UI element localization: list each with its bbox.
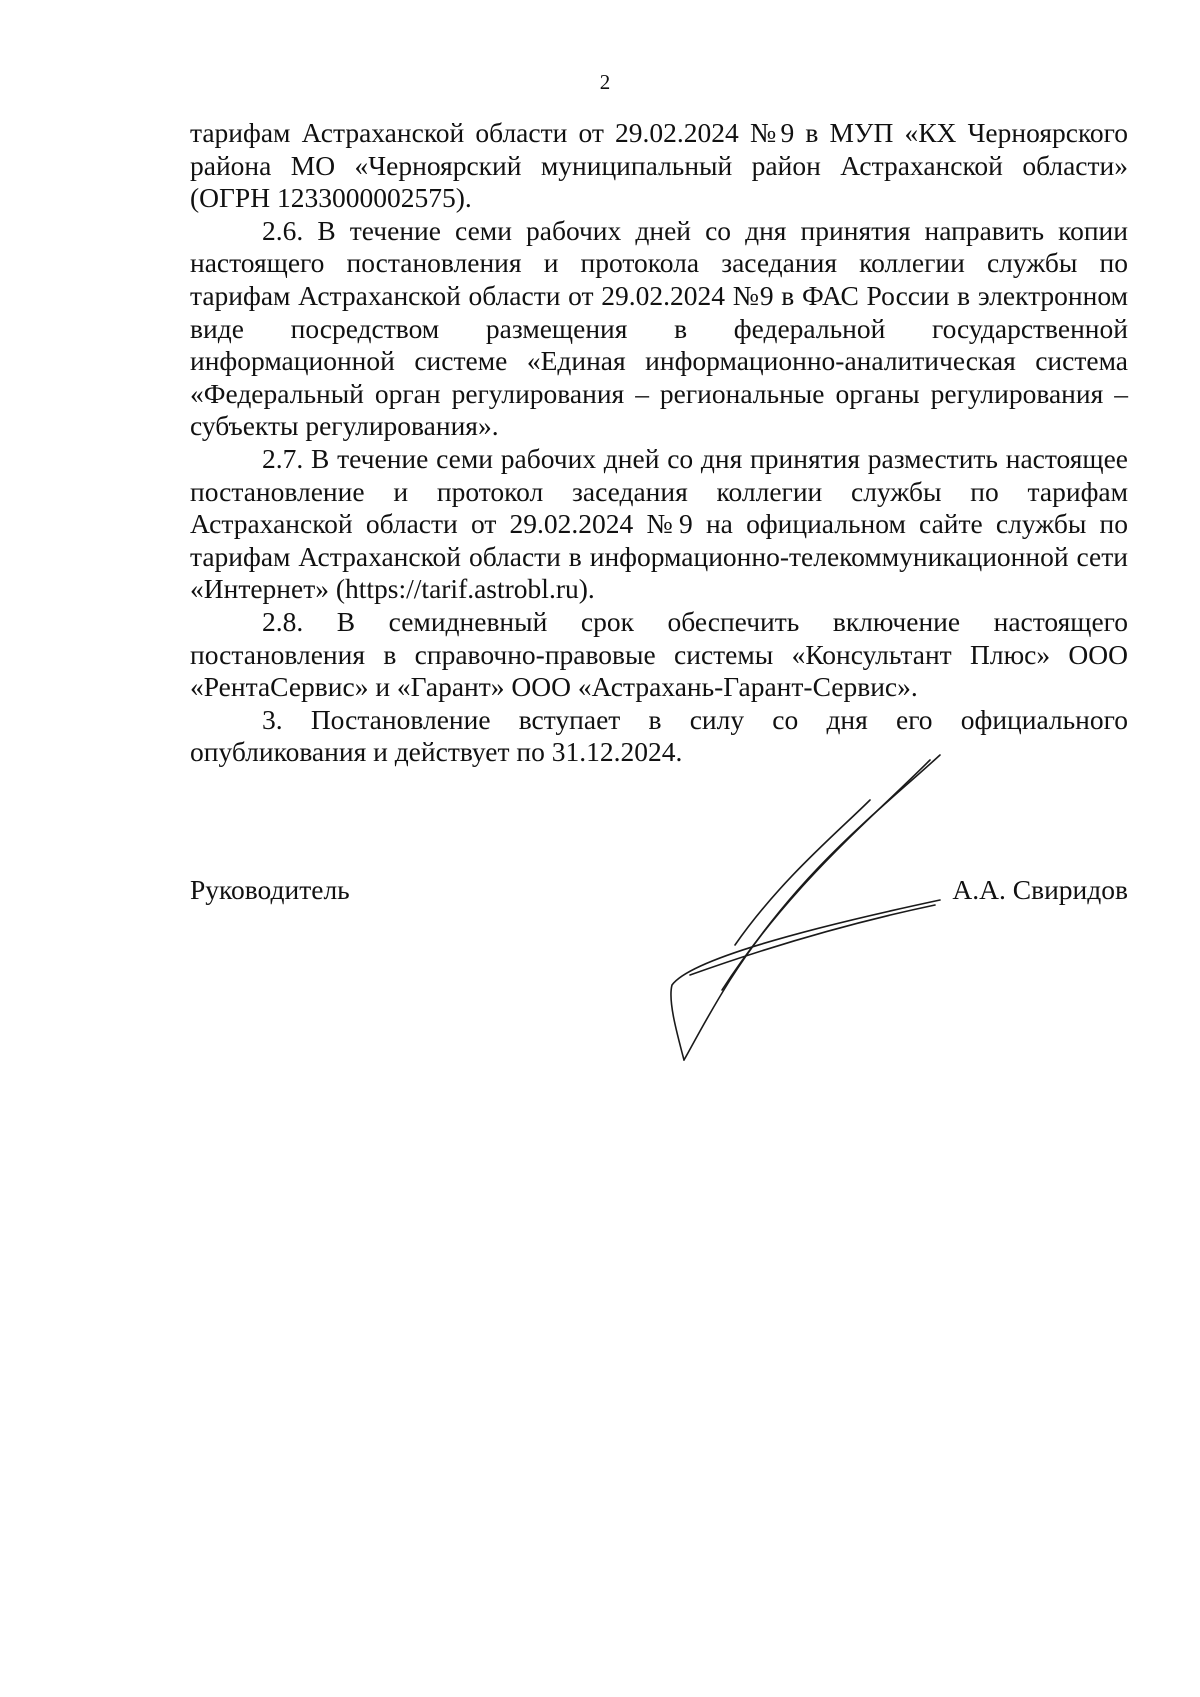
- page-number: 2: [599, 70, 611, 94]
- paragraph-2-8: 2.8. В семидневный срок обеспечить включение настоящего постановления в справочно-правовые системы «Консультант Плюс» ООО «РентаСервис» и «Гарант» ООО «Астрахань-Гарант-Сервис».: [190, 605, 1128, 703]
- paragraph-2-6: 2.6. В течение семи рабочих дней со дня принятия направить копии настоящего постановления и протокола заседания коллегии службы по тарифам Астраханской области от 29.02.2024 №9 в ФАС России в электронном виде посредством размещения в федеральной государственной информационной системе «Единая информационно-аналитическая система «Федеральный орган регулирования – региональные органы регулирования – субъекты регулирования».: [190, 214, 1128, 442]
- signature-block: [190, 874, 1128, 914]
- signer-position: Руководитель: [190, 874, 350, 905]
- signer-name: А.А. Свиридов: [952, 874, 1128, 905]
- paragraph-2-5-continuation: тарифам Астраханской области от 29.02.2024 №9 в МУП «КХ Черноярского района МО «Черноярский муниципальный район Астраханской области» (ОГРН 1233000002575).: [190, 117, 1128, 214]
- paragraph-2-7: 2.7. В течение семи рабочих дней со дня принятия разместить настоящее постановление и протокол заседания коллегии службы по тарифам Астраханской области от 29.02.2024 №9 на официальном сайте службы по тарифам Астраханской области в информационно-телекоммуникационной сети «Интернет» (https://tarif.astrobl.ru).: [190, 442, 1128, 605]
- paragraph-3: 3. Постановление вступает в силу со дня его официального опубликования и действует по 31.12.2024.: [190, 703, 1128, 768]
